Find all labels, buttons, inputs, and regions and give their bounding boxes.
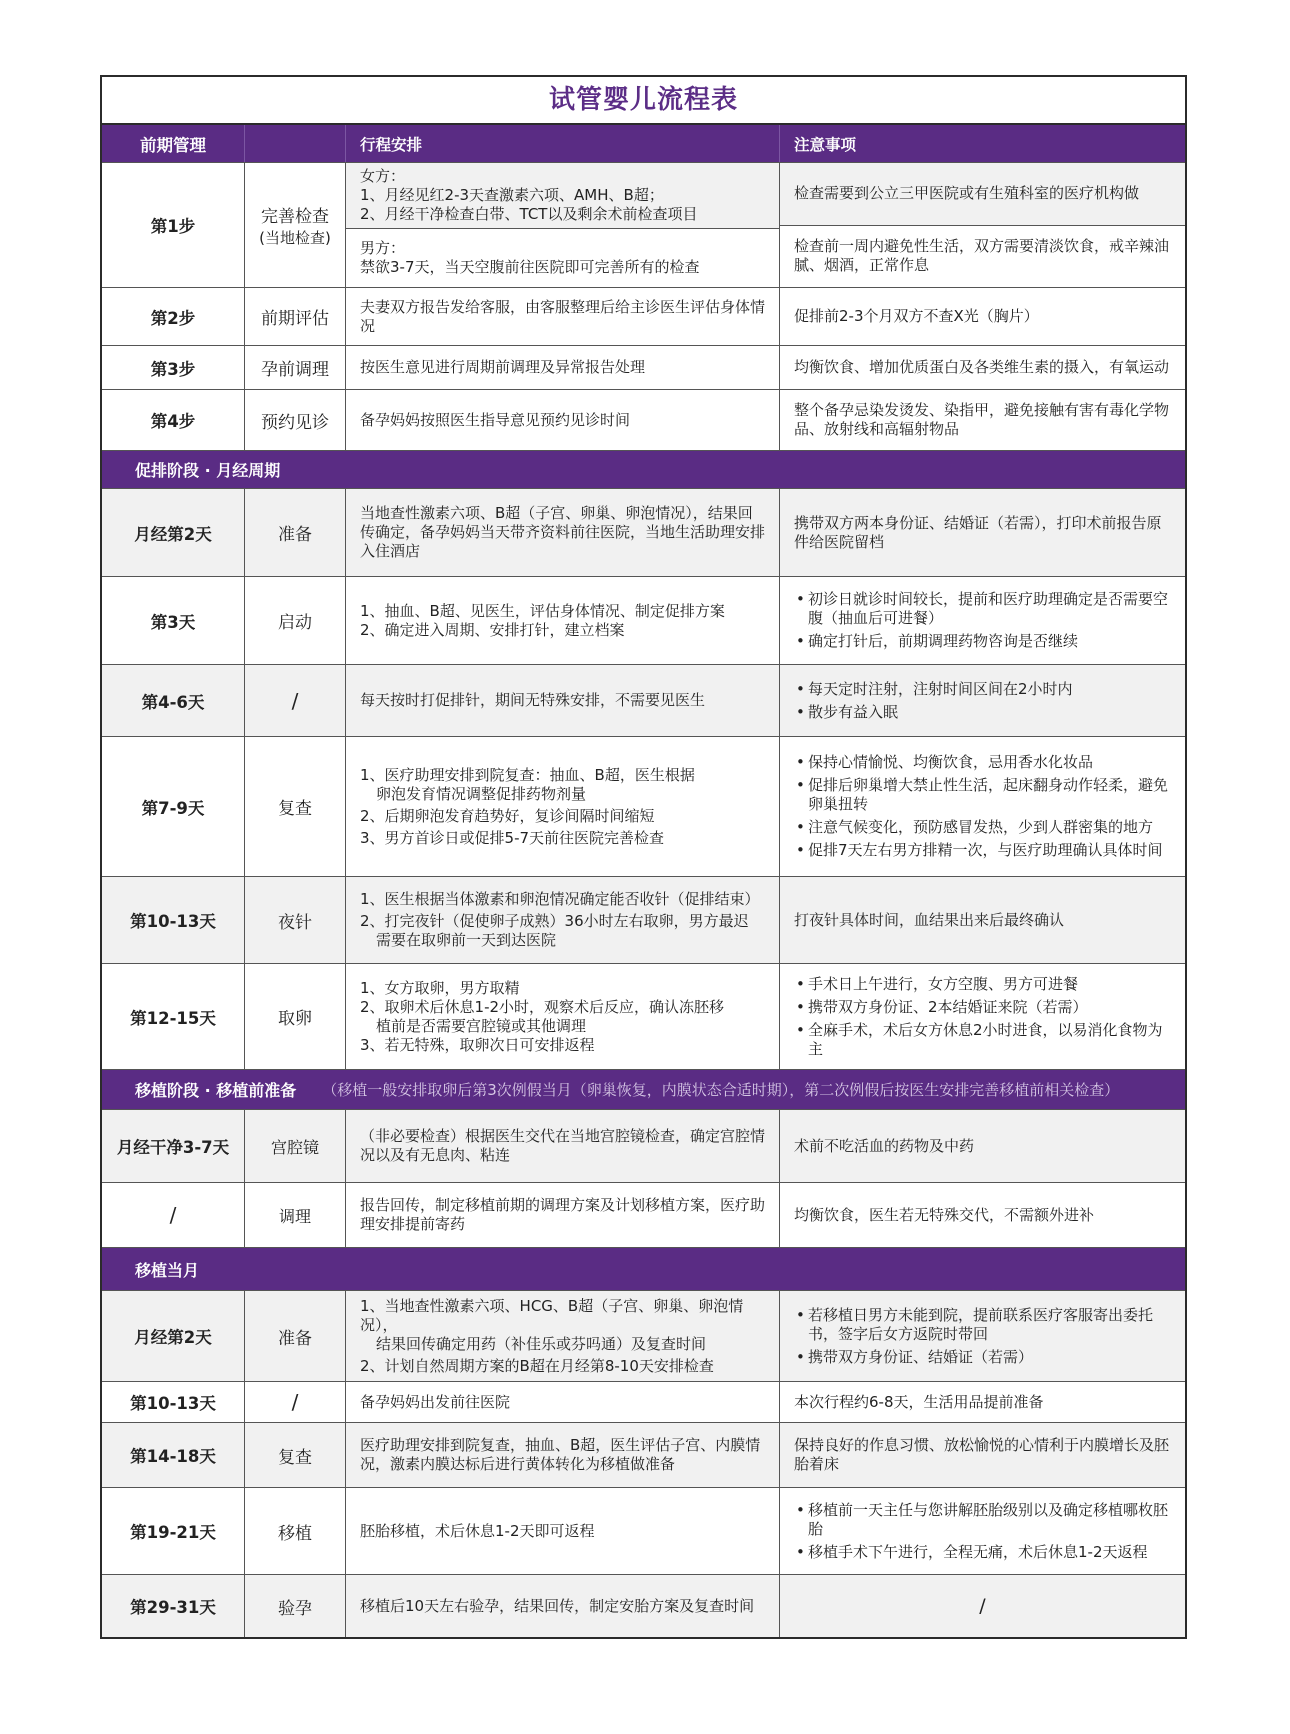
table-row <box>102 390 1185 451</box>
table-row <box>102 665 1185 737</box>
day-label: 月经第2天 <box>102 489 245 576</box>
phase-label: 准备 <box>245 1291 346 1381</box>
header-blank <box>245 125 346 162</box>
notes-cell: • 初诊日就诊时间较长，提前和医疗助理确定是否需要空腹（抽血后可进餐） • 确定打针后，前期调理药物咨询是否继续 <box>780 577 1185 664</box>
schedule-cell: 胚胎移植，术后休息1-2天即可返程 <box>346 1488 780 1574</box>
day-label: 月经第2天 <box>102 1291 245 1381</box>
notes-cell: 打夜针具体时间，血结果出来后最终确认 <box>794 910 1065 929</box>
schedule-cell: 移植后10天左右验孕，结果回传，制定安胎方案及复查时间 <box>346 1575 780 1637</box>
female-checks: 女方： 1、月经见红2-3天查激素六项、AMH、B超； 2、月经干净检查白带、TCT以及剩余术前检查项目 <box>346 163 779 228</box>
section-header-stimulation: 促排阶段 · 月经周期 <box>102 451 1185 489</box>
table-row <box>102 489 1185 577</box>
phase-label: 调理 <box>245 1183 346 1247</box>
notes-cell: 均衡饮食、增加优质蛋白及各类维生素的摄入，有氧运动 <box>794 358 1170 376</box>
table-row <box>102 964 1185 1070</box>
male-note: 检查前一周内避免性生活，双方需要清淡饮食，戒辛辣油腻、烟酒，正常作息 <box>780 225 1185 288</box>
day-label: / <box>102 1183 245 1247</box>
notes-cell: 整个备孕忌染发烫发、染指甲，避免接触有害有毒化学物品、放射线和高辐射物品 <box>794 401 1170 438</box>
schedule-cell: 1、医疗助理安排到院复查：抽血、B超，医生根据 卵泡发育情况调整促排药物剂量 2、后期卵泡发育趋势好，复诊间隔时间缩短 3、男方首诊日或促排5-7天前往医院完善检查 <box>346 737 780 876</box>
phase-label: 移植 <box>245 1488 346 1574</box>
notes-cell: 促排前2-3个月双方不查X光（胸片） <box>794 307 1039 325</box>
schedule-cell: 1、抽血、B超、见医生，评估身体情况、制定促排方案 2、确定进入周期、安排打针，建立档案 <box>346 577 780 664</box>
notes-cell: 本次行程约6-8天，生活用品提前准备 <box>794 1392 1044 1411</box>
table-row <box>102 877 1185 964</box>
day-label: 第14-18天 <box>102 1423 245 1487</box>
table-row <box>102 577 1185 665</box>
header-pre-management: 前期管理 <box>102 125 245 162</box>
step-label: 第2步 <box>102 288 245 345</box>
step-label: 第1步 <box>102 163 245 287</box>
phase-label: 准备 <box>245 489 346 576</box>
female-note: 检查需要到公立三甲医院或有生殖科室的医疗机构做 <box>780 163 1185 225</box>
day-label: 第10-13天 <box>102 1382 245 1422</box>
schedule-cell: 当地查性激素六项、B超（子宫、卵巢、卵泡情况），结果回传确定，备孕妈妈当天带齐资料前往医院，当地生活助理安排入住酒店 <box>346 489 780 576</box>
day-label: 第3天 <box>102 577 245 664</box>
table-row <box>102 288 1185 346</box>
schedule-cell: 1、女方取卵，男方取精 2、取卵术后休息1-2小时，观察术后反应，确认冻胚移 植前是否需要宫腔镜或其他调理 3、若无特殊，取卵次日可安排返程 <box>346 964 780 1069</box>
table-row <box>102 346 1185 390</box>
table-row <box>102 1382 1185 1423</box>
schedule-cell: 备孕妈妈出发前往医院 <box>346 1382 780 1422</box>
notes-cell: • 移植前一天主任与您讲解胚胎级别以及确定移植哪枚胚胎 • 移植手术下午进行，全程无痛，术后休息1-2天返程 <box>780 1488 1185 1574</box>
notes-cell: 携带双方两本身份证、结婚证（若需），打印术前报告原件给医院留档 <box>794 513 1162 551</box>
step-phase: 前期评估 <box>245 288 346 345</box>
step-phase: 预约见诊 <box>245 390 346 450</box>
header-schedule: 行程安排 <box>346 125 780 162</box>
schedule-cell <box>346 163 780 287</box>
day-label: 第4-6天 <box>102 665 245 736</box>
table-row <box>102 1291 1185 1382</box>
phase-label: 复查 <box>245 1423 346 1487</box>
schedule-cell: 备孕妈妈按照医生指导意见预约见诊时间 <box>346 390 780 450</box>
phase-label: 夜针 <box>245 877 346 963</box>
section-header-transfer-month: 移植当月 <box>102 1248 1185 1291</box>
phase-label: / <box>245 1382 346 1422</box>
male-checks: 男方： 禁欲3-7天，当天空腹前往医院即可完善所有的检查 <box>346 228 779 287</box>
notes-cell: 均衡饮食，医生若无特殊交代，不需额外进补 <box>794 1205 1095 1224</box>
schedule-cell: 夫妻双方报告发给客服，由客服整理后给主诊医生评估身体情况 <box>346 288 780 345</box>
schedule-cell: 按医生意见进行周期前调理及异常报告处理 <box>346 346 780 389</box>
ivf-process-table <box>100 75 1187 1639</box>
schedule-cell: 每天按时打促排针，期间无特殊安排，不需要见医生 <box>346 665 780 736</box>
notes-cell: • 手术日上午进行，女方空腹、男方可进餐 • 携带双方身份证、2本结婚证来院（若需） • 全麻手术，术后女方休息2小时进食，以易消化食物为主 <box>780 964 1185 1069</box>
schedule-cell: 报告回传，制定移植前期的调理方案及计划移植方案，医疗助理安排提前寄药 <box>346 1183 780 1247</box>
day-label: 第7-9天 <box>102 737 245 876</box>
step-label: 第3步 <box>102 346 245 389</box>
table-row <box>102 1110 1185 1183</box>
phase-label: 复查 <box>245 737 346 876</box>
notes-cell: / <box>979 1594 986 1617</box>
step-phase: 完善检查 (当地检查) <box>245 163 346 287</box>
day-label: 月经干净3-7天 <box>102 1110 245 1182</box>
phase-label: 取卵 <box>245 964 346 1069</box>
schedule-cell: 1、当地查性激素六项、HCG、B超（子宫、卵巢、卵泡情况）， 结果回传确定用药（补佳乐或芬吗通）及复查时间 2、计划自然周期方案的B超在月经第8-10天安排检查 <box>346 1291 780 1381</box>
table-row <box>102 1423 1185 1488</box>
step-label: 第4步 <box>102 390 245 450</box>
phase-label: 宫腔镜 <box>245 1110 346 1182</box>
section-header-transfer-prep: 移植阶段 · 移植前准备 （移植一般安排取卵后第3次例假当月（卵巢恢复，内膜状态合适时期），第二次例假后按医生安排完善移植前相关检查） <box>102 1070 1185 1110</box>
phase-label: 启动 <box>245 577 346 664</box>
notes-cell: • 保持心情愉悦、均衡饮食，忌用香水化妆品 • 促排后卵巢增大禁止性生活，起床翻身动作轻柔，避免卵巢扭转 • 注意气候变化，预防感冒发热，少到人群密集的地方 • 促排7天左右男方排精一次，与医疗助理确认具体时间 <box>780 737 1185 876</box>
schedule-cell: 医疗助理安排到院复查，抽血、B超，医生评估子宫、内膜情况，激素内膜达标后进行黄体转化为移植做准备 <box>346 1423 780 1487</box>
day-label: 第29-31天 <box>102 1575 245 1637</box>
step-phase: 孕前调理 <box>245 346 346 389</box>
day-label: 第12-15天 <box>102 964 245 1069</box>
table-title: 试管婴儿流程表 <box>102 77 1185 125</box>
table-row <box>102 737 1185 877</box>
table-header <box>102 125 1185 163</box>
notes-cell: 术前不吃活血的药物及中药 <box>794 1136 975 1155</box>
table-row <box>102 1183 1185 1248</box>
notes-cell: 保持良好的作息习惯、放松愉悦的心情利于内膜增长及胚胎着床 <box>794 1436 1170 1473</box>
header-notes: 注意事项 <box>794 135 857 154</box>
notes-cell: • 每天定时注射，注射时间区间在2小时内 • 散步有益入眠 <box>780 665 1185 736</box>
day-label: 第19-21天 <box>102 1488 245 1574</box>
day-label: 第10-13天 <box>102 877 245 963</box>
phase-label: 验孕 <box>245 1575 346 1637</box>
notes-cell: • 若移植日男方未能到院，提前联系医疗客服寄出委托书，签字后女方返院时带回 • 携带双方身份证、结婚证（若需） <box>780 1291 1185 1381</box>
table-row <box>102 1575 1185 1637</box>
table-row <box>102 1488 1185 1575</box>
schedule-cell: （非必要检查）根据医生交代在当地宫腔镜检查，确定宫腔情况以及有无息肉、粘连 <box>346 1110 780 1182</box>
phase-label: / <box>245 665 346 736</box>
notes-cell <box>780 163 1185 287</box>
section-note: （移植一般安排取卵后第3次例假当月（卵巢恢复，内膜状态合适时期），第二次例假后按医生安排完善移植前相关检查） <box>322 1081 1120 1099</box>
schedule-cell: 1、医生根据当体激素和卵泡情况确定能否收针（促排结束） 2、打完夜针（促使卵子成熟）36小时左右取卵，男方最迟 需要在取卵前一天到达医院 <box>346 877 780 963</box>
table-row <box>102 163 1185 288</box>
